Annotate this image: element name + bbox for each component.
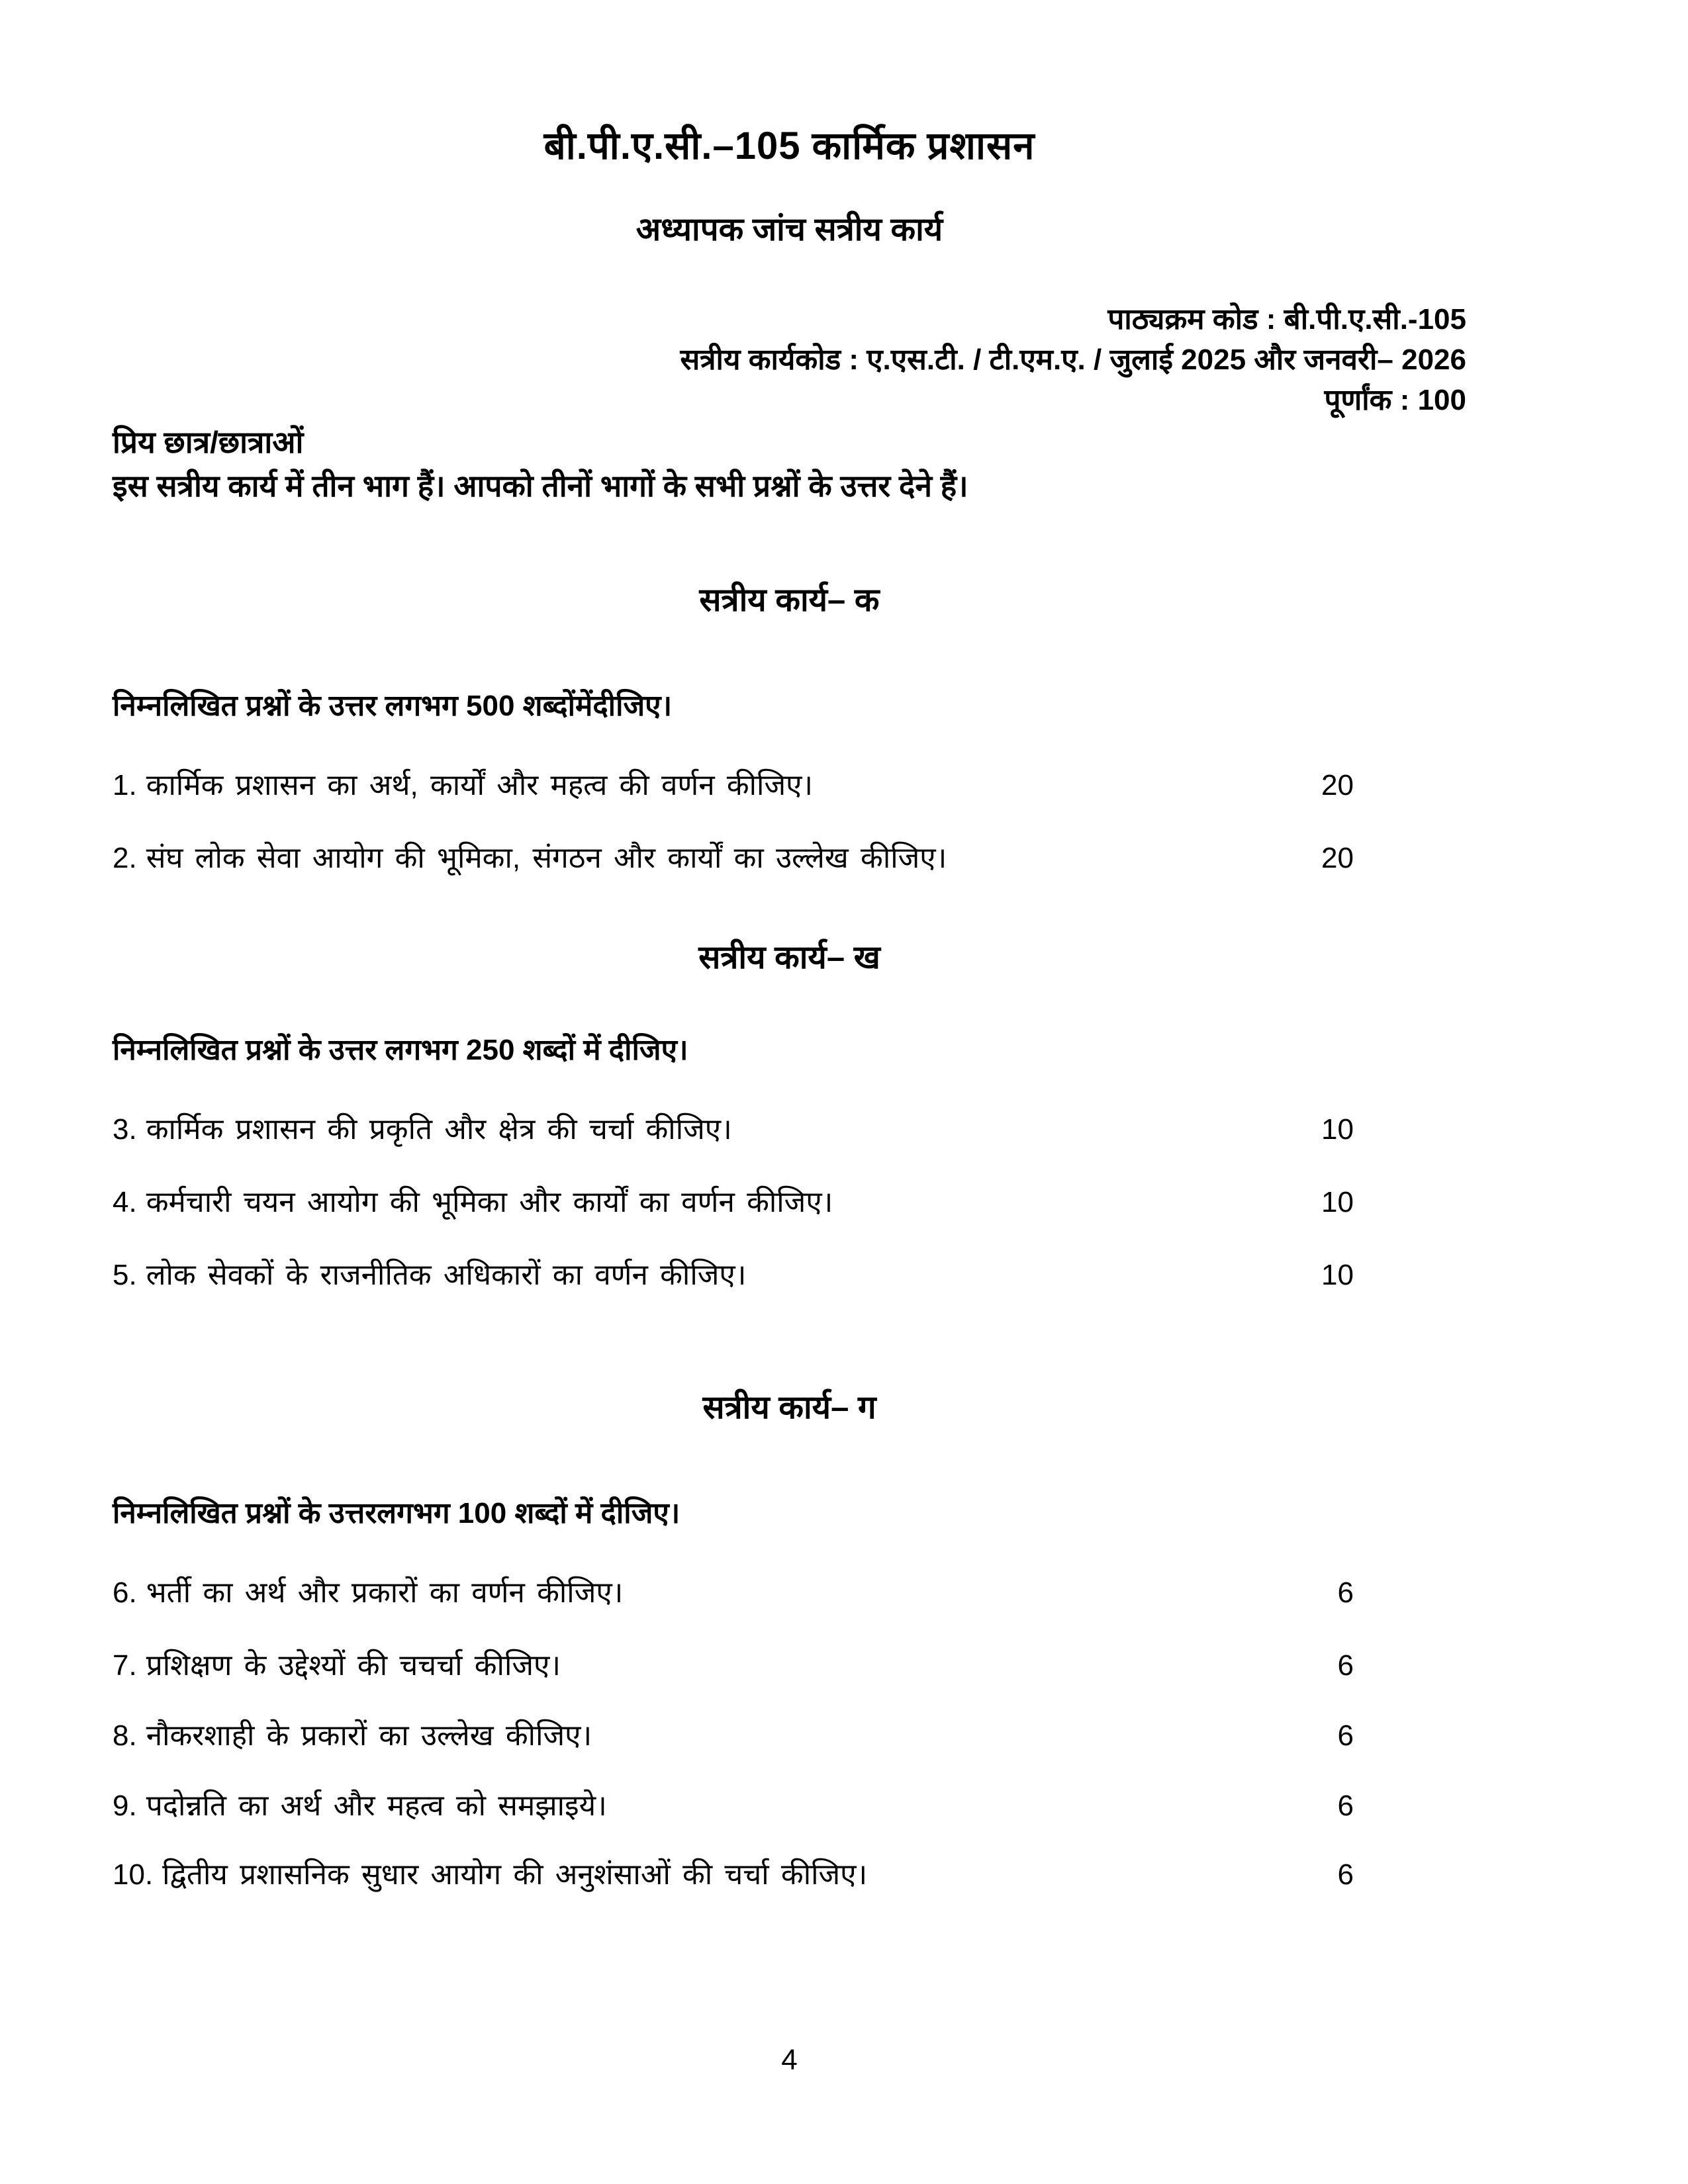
question-row: [113, 1181, 1354, 1220]
question-marks: 6: [1337, 1719, 1354, 1752]
question-marks: 6: [1337, 1858, 1354, 1891]
question-number: 6.: [113, 1576, 137, 1609]
intro-line: इस सत्रीय कार्य में तीन भाग हैं। आपको तीनों भागों के सभी प्रश्नों के उत्तर देने हैं।: [113, 469, 968, 503]
salutation: प्रिय छात्र/छात्राओं: [113, 425, 304, 459]
section-c-heading: सत्रीय कार्य– ग: [702, 1390, 876, 1426]
question-text: कार्मिक प्रशासन की प्रकृति और क्षेत्र की चर्चा कीजिए।: [146, 1113, 732, 1146]
question-text: संघ लोक सेवा आयोग की भूमिका, संगठन और कार्यों का उल्लेख कीजिए।: [146, 842, 947, 874]
course-code-line: पाठ्यक्रम कोड : बी.पी.ए.सी.-105: [1107, 303, 1466, 336]
question-text: कर्मचारी चयन आयोग की भूमिका और कार्यों का वर्णन कीजिए।: [146, 1186, 833, 1218]
question-number: 2.: [113, 842, 137, 874]
assignment-code-line: सत्रीय कार्यकोड : ए.एस.टी. / टी.एम.ए. / जुलाई 2025 और जनवरी– 2026: [680, 343, 1466, 376]
section-a-heading: सत्रीय कार्य– क: [699, 582, 880, 618]
question-text: पदोन्नति का अर्थ और महत्व को समझाइये।: [146, 1790, 607, 1822]
question-number: 9.: [113, 1790, 137, 1822]
question-text: नौकरशाही के प्रकारों का उल्लेख कीजिए।: [146, 1719, 592, 1752]
question-row: [113, 764, 1354, 803]
question-row: [113, 1853, 1354, 1893]
question-number: 7.: [113, 1649, 137, 1682]
section-b-heading: सत्रीय कार्य– ख: [698, 940, 880, 976]
question-marks: 10: [1321, 1113, 1354, 1146]
section-c-instruction: निम्नलिखित प्रश्नों के उत्तरलगभग 100 शब्दों में दीजिए।: [113, 1497, 680, 1529]
header-meta-block: [680, 299, 1466, 420]
question-text: कार्मिक प्रशासन का अर्थ, कार्यों और महत्व की वर्णन कीजिए।: [146, 769, 814, 801]
question-number: 1.: [113, 769, 137, 801]
max-marks-line: पूर्णांक : 100: [1324, 384, 1466, 416]
section-b-instruction: निम्नलिखित प्रश्नों के उत्तर लगभग 250 शब्दों में दीजिए।: [113, 1034, 688, 1066]
question-marks: 10: [1321, 1186, 1354, 1218]
question-marks: 6: [1337, 1790, 1354, 1822]
question-text: भर्ती का अर्थ और प्रकारों का वर्णन कीजिए।: [146, 1576, 624, 1609]
question-marks: 6: [1337, 1576, 1354, 1609]
page-number: 4: [781, 2044, 798, 2076]
question-marks: 20: [1321, 842, 1354, 874]
question-marks: 6: [1337, 1649, 1354, 1682]
question-row: [113, 1784, 1354, 1824]
question-number: 3.: [113, 1113, 137, 1146]
question-row: [113, 1108, 1354, 1148]
question-row: [113, 1571, 1354, 1611]
question-row: [113, 837, 1354, 876]
question-number: 10.: [113, 1858, 154, 1891]
question-marks: 10: [1321, 1259, 1354, 1291]
question-number: 4.: [113, 1186, 137, 1218]
section-a-instruction: निम्नलिखित प्रश्नों के उत्तर लगभग 500 शब्दोंमेंदीजिए।: [113, 690, 673, 722]
question-marks: 20: [1321, 769, 1354, 801]
question-text: प्रशिक्षण के उद्देश्यों की चचर्चा कीजिए।: [146, 1649, 561, 1682]
page-title: बी.पी.ए.सी.–105 कार्मिक प्रशासन: [543, 124, 1035, 167]
question-row: [113, 1714, 1354, 1754]
question-text: द्वितीय प्रशासनिक सुधार आयोग की अनुशंसाओं की चर्चा कीजिए।: [162, 1858, 868, 1891]
question-number: 8.: [113, 1719, 137, 1752]
question-row: [113, 1644, 1354, 1684]
question-row: [113, 1253, 1354, 1293]
page-subtitle: अध्यापक जांच सत्रीय कार्य: [635, 212, 943, 248]
question-number: 5.: [113, 1259, 137, 1291]
question-text: लोक सेवकों के राजनीतिक अधिकारों का वर्णन कीजिए।: [146, 1259, 747, 1291]
